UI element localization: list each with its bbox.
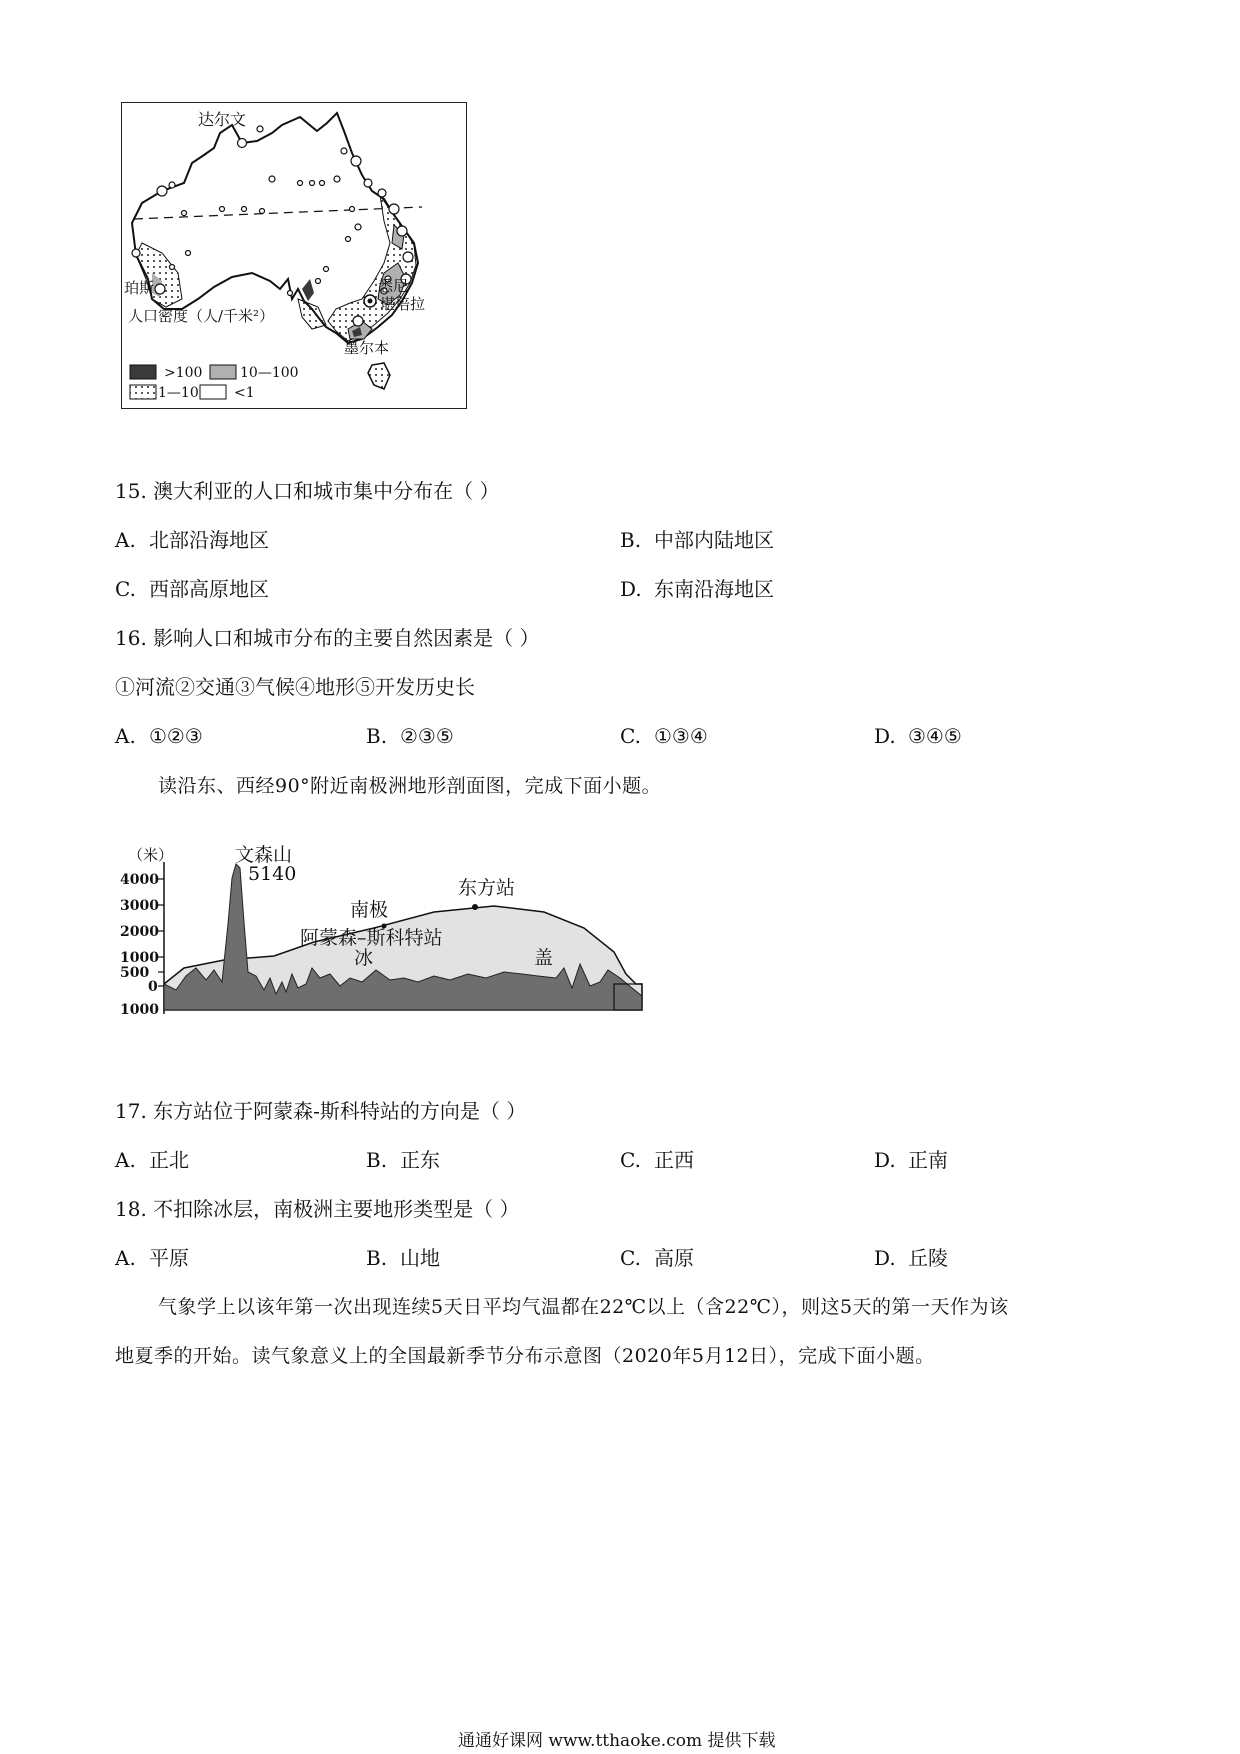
- option-text: ②③⑤: [400, 724, 454, 748]
- question-15-option-b[interactable]: [620, 527, 774, 553]
- option-text: 正西: [654, 1148, 694, 1172]
- option-text: 正南: [908, 1148, 948, 1172]
- option-key: A.: [115, 724, 136, 748]
- question-17-stem: 17. 东方站位于阿蒙森-斯科特站的方向是（ ）: [115, 1099, 527, 1123]
- vostok-marker: [472, 904, 478, 910]
- option-text: 北部沿海地区: [149, 528, 269, 552]
- question-18-option-a[interactable]: [115, 1245, 189, 1271]
- option-text: 平原: [149, 1246, 189, 1270]
- profile-unit: （米）: [128, 846, 174, 864]
- label-melbourne: 墨尔本: [344, 339, 390, 357]
- question-15-option-c[interactable]: [115, 576, 269, 602]
- option-key: C.: [115, 577, 136, 601]
- question-17-option-d[interactable]: [874, 1147, 948, 1173]
- option-key: C.: [620, 724, 641, 748]
- question-16-option-c[interactable]: [620, 723, 708, 749]
- question-16-stem: 16. 影响人口和城市分布的主要自然因素是（ ）: [115, 626, 540, 650]
- tick-minus-1000: 1000: [120, 1002, 159, 1014]
- question-16-option-b[interactable]: [366, 723, 454, 749]
- option-key: A.: [115, 1246, 136, 1270]
- tick-1000: 1000: [120, 950, 159, 966]
- option-text: 中部内陆地区: [654, 528, 774, 552]
- label-perth: 珀斯: [124, 279, 155, 297]
- label-darwin: 达尔文: [198, 110, 247, 129]
- label-vinson-height: 5140: [248, 863, 297, 885]
- label-south-pole: 南极: [350, 899, 389, 921]
- summer-intro-line-2: 地夏季的开始。读气象意义上的全国最新季节分布示意图（2020年5月12日），完成下面小题。: [115, 1345, 935, 1367]
- question-16-items: ①河流②交通③气候④地形⑤开发历史长: [115, 675, 475, 699]
- label-sydney: 悉尼: [378, 277, 409, 295]
- legend-label-sparse: <1: [234, 385, 255, 401]
- antarctica-profile-figure: [114, 844, 650, 1014]
- label-ice: 冰: [354, 947, 374, 969]
- option-key: A.: [115, 1148, 136, 1172]
- question-17-option-a[interactable]: [115, 1147, 189, 1173]
- option-text: 丘陵: [908, 1246, 948, 1270]
- tick-4000: 4000: [120, 872, 159, 888]
- label-cap: 盖: [534, 947, 554, 969]
- option-text: 正北: [149, 1148, 189, 1172]
- option-key: C.: [620, 1246, 641, 1270]
- option-key: D.: [874, 1246, 896, 1270]
- label-amundsen-scott: 阿蒙森–斯科特站: [300, 927, 443, 949]
- tasmania: [368, 363, 390, 389]
- option-text: 高原: [654, 1246, 694, 1270]
- label-canberra: 堪培拉: [380, 295, 426, 313]
- option-key: B.: [366, 724, 388, 748]
- label-vostok: 东方站: [458, 877, 516, 899]
- legend-label-medium: 10—100: [240, 365, 299, 381]
- tick-2000: 2000: [120, 924, 159, 940]
- option-key: D.: [620, 577, 642, 601]
- question-16-option-a[interactable]: [115, 723, 203, 749]
- question-18-option-d[interactable]: [874, 1245, 948, 1271]
- tick-500: 500: [120, 965, 150, 981]
- question-15-option-d[interactable]: [620, 576, 774, 602]
- option-text: ①③④: [654, 724, 708, 748]
- question-18-option-b[interactable]: [366, 1245, 440, 1271]
- tick-0: 0: [148, 979, 158, 995]
- option-key: D.: [874, 724, 896, 748]
- question-17-option-b[interactable]: [366, 1147, 440, 1173]
- summer-intro-line-1: 气象学上以该年第一次出现连续5天日平均气温都在22℃以上（含22℃），则这5天的第一天作为该: [158, 1296, 1009, 1318]
- legend-title: 人口密度（人/千米²）: [128, 307, 275, 325]
- option-text: 西部高原地区: [149, 577, 269, 601]
- australia-map-svg: [122, 103, 466, 408]
- question-18-stem: 18. 不扣除冰层，南极洲主要地形类型是（ ）: [115, 1197, 520, 1221]
- tick-3000: 3000: [120, 898, 159, 914]
- option-text: 正东: [400, 1148, 440, 1172]
- option-text: 山地: [400, 1246, 440, 1270]
- option-text: ①②③: [149, 724, 203, 748]
- question-15-stem: 15. 澳大利亚的人口和城市集中分布在（ ）: [115, 479, 500, 503]
- option-key: B.: [366, 1148, 388, 1172]
- label-vinson: 文森山: [235, 844, 293, 866]
- option-key: D.: [874, 1148, 896, 1172]
- question-18-option-c[interactable]: [620, 1245, 694, 1271]
- question-16-option-d[interactable]: [874, 723, 962, 749]
- question-17-option-c[interactable]: [620, 1147, 694, 1173]
- antarctica-profile-svg: [114, 844, 650, 1014]
- option-key: A.: [115, 528, 136, 552]
- option-text: 东南沿海地区: [654, 577, 774, 601]
- option-key: B.: [620, 528, 642, 552]
- antarctica-intro: 读沿东、西经90°附近南极洲地形剖面图，完成下面小题。: [158, 775, 662, 797]
- question-15-option-a[interactable]: [115, 527, 269, 553]
- option-key: B.: [366, 1246, 388, 1270]
- australia-population-map: [121, 102, 467, 409]
- option-key: C.: [620, 1148, 641, 1172]
- legend-label-low: 1—10: [158, 385, 199, 401]
- option-text: ③④⑤: [908, 724, 962, 748]
- page-footer: 通通好课网 www.tthaoke.com 提供下载: [458, 1731, 776, 1751]
- legend-label-high: >100: [164, 365, 203, 381]
